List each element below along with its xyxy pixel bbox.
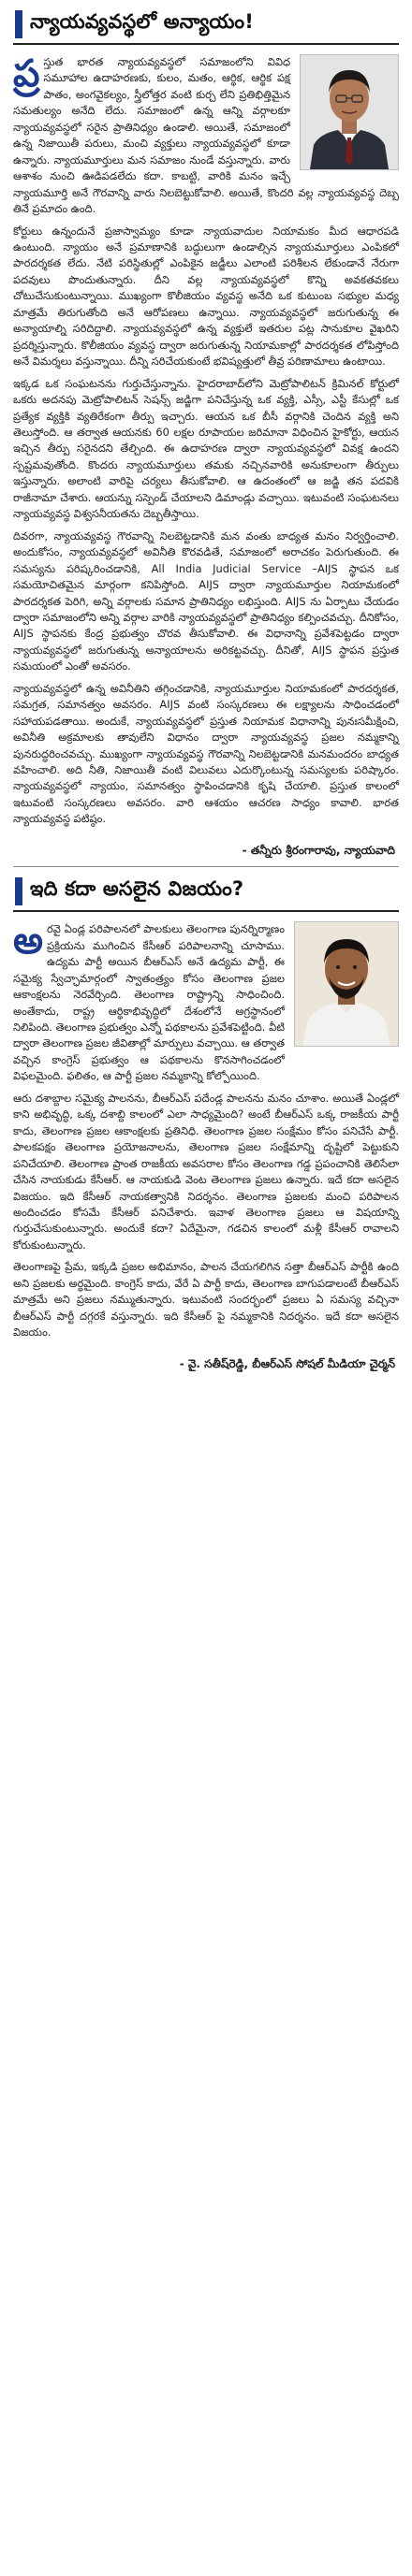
article-paragraph: ఆరు దశాబ్దాల సమైక్య పాలనను, బీఆర్ఎస్ పదేండ్ల పాలనను మనం చూశాం. అయితే ఏండ్లలో కాని అభివృద్ధి, ఒక్క దశాబ్ది కాలంలో ఎలా సాధ్యమైంది? అంటే బీఆర్ఎస్ ఒక్క రాజకీయ పార్టీ కాదు, తెలంగాణ ప్రజల ఆకాంక్షలకు ప్రతినిధి. తెలంగాణ ప్రజల సంక్షేమం కోసం పనిచేసే పార్టీ. పాలకపక్షం తెలంగాణ ప్రయోజనాలను, తెలంగాణ ప్రజల సంక్షేమాన్ని దృష్టిలో పెట్టుకుని పనిచేయాలి. తెలంగాణ ప్రాంత రాజకీయ అవసరాల కోసం తెలంగాణ గడ్డ ప్రపంచానికి తెలిసేలా చేసిన నాయకుడు కేసీఆర్. ఆ నాయకుడి వెంట తెలంగాణ ప్రజలు ఉన్నారు. ఇదే కదా అసలైన విజయం. ఇది కేసీఆర్ నాయకత్వానికి నిదర్శనం. తెలంగాణ ప్రజలకు మంచి పరిపాలన అందించడం కోసమే కేసీఆర్ పనిచేశారు. ఇవాళ తెలంగాణ ప్రజలు ఆ విషయాన్ని గుర్తుచేసుకుంటున్నారు. అందుకే కదా? ఏదేమైనా, గడచిన కాలంలో మళ్లీ కేసీఆర్ రావాలని కోరుకుంటున్నారు. [13, 1091, 399, 1252]
dropcap: అ [13, 919, 43, 963]
article-paragraph: రవై ఏండ్ల పరిపాలనలో పాలకులు తెలంగాణ పునర్నిర్మాణం ప్రక్రియను ముగించిన కేసీఆర్ పరిపాలనాన్ని చూసాము. ఉద్యమ పార్టీ అయిన బీఆర్ఎస్ అనే ఉద్యమ పార్టీ, ఈ సమైక్య స్వేచ్ఛామార్గంలో స్వాతంత్ర్యం కోసం తెలంగాణ ప్రజల ఆకాంక్షలను నెరవేర్చింది. తెలంగాణ రాష్ట్రాన్ని సాధించింది. అంతేకాదు, రాష్ట్ర ఆర్థికాభివృద్ధిలో దేశంలోనే అగ్రస్థానంలో నిలిపింది. తెలంగాణ ప్రభుత్వం ఎన్నో పథకాలను ప్రవేశపెట్టింది. వీటి ద్వారా తెలంగాణ ప్రజల జీవితాల్లో మార్పులు వచ్చాయి. ఆ తర్వాత వచ్చిన కాంగ్రెస్ ప్రభుత్వం ఆ పథకాలను కొనసాగించడంలో విఫలమైంది. ఫలితం, ఆ పార్టీ ప్రజల నమ్మకాన్ని కోల్పోయింది. [13, 922, 285, 1083]
title-marker [15, 10, 22, 38]
author-byline: - తన్నీరు శ్రీరంగారావు, న్యాయవాది [242, 843, 395, 857]
article-title: ఇది కదా అసలైన విజయం? [30, 877, 244, 901]
author-portrait-icon [295, 922, 398, 1046]
article-title: న్యాయవ్యవస్థలో అన్యాయం! [30, 10, 255, 33]
author-byline: - వై. సతీష్‌రెడ్డి, బీఆర్ఎస్ సోషల్ మీడియా చైర్మన్ [179, 1356, 395, 1370]
article-title-bar [13, 6, 399, 45]
author-photo [300, 54, 399, 170]
article-paragraph: న్యాయవ్యవస్థలో ఉన్న అవినీతిని తగ్గించడానికి, న్యాయమూర్తుల నియామకంలో పారదర్శకత, సమగ్రత, సమానత్వం అవసరం. AIJS వంటి సంస్కరణలు ఈ లక్ష్యాలను సాధించడంలో సహాయపడతాయి. అందుకే, న్యాయవ్యవస్థలో ప్రస్తుత నియామక విధానాన్ని పునఃసమీక్షించి, అవినీతి అక్రమాలకు తావులేని విధానం ద్వారా న్యాయవ్యవస్థ ప్రజల నమ్మకాన్ని పునరుద్ధరించవచ్చు. ముఖ్యంగా న్యాయవ్యవస్థ గౌరవాన్ని నిలబెట్టడానికి మనమందరం బాధ్యత వహించాలి. అది నీతి, నిజాయితీ వంటి విలువలు ఎదుర్కొంటున్న సమస్యలకు పరిష్కారం. న్యాయవ్యవస్థలో న్యాయం, సమానత్వం స్థాపించడానికి కృషి చేయాలి. ప్రస్తుత కాలంలో ఇటువంటి సంస్కరణలు అవసరం. వారి ఆశయం ఆచరణ సాధ్యం కావాలి. భారత న్యాయవ్యవస్థ పటిష్ఠం. [13, 681, 399, 826]
article-body [13, 51, 399, 859]
author-photo [294, 921, 399, 1047]
article-paragraph: తెలంగాణపై ప్రేమ, ఇక్కడి ప్రజల అభిమానం, పాలన చేయగలిగిన సత్తా బీఆర్ఎస్ పార్టీకి ఉంది అని ప్రజలకు అర్థమైంది. కాంగ్రెస్ కాదు, వేరే ఏ పార్టీ కాదు, తెలంగాణ బాగుపడాలంటే బీఆర్ఎస్ మాత్రమే అని ప్రజలు నమ్ముతున్నారు. ఇటువంటి సందర్భంలో ప్రజలు ఏ సమస్య వచ్చినా బీఆర్ఎస్ పార్టీ దగ్గరకే వస్తున్నారు. ఇది కేసీఆర్ పై నమ్మకానికి నిదర్శనం. ఇదే కదా అసలైన విజయం. [13, 1260, 399, 1339]
article-paragraph: కోర్టులు ఉన్నందునే ప్రజాస్వామ్యం కూడా న్యాయవాదుల నియామకం మీద ఆధారపడి ఉంటుంది. న్యాయం అనే ప్రమాణానికి బద్ధులుగా ఉండాల్సిన న్యాయమూర్తులు ఎంపికలో పారదర్శకత లేదు. నేటి పరిస్థితుల్లో ఎంపికైన జడ్జీలు ఎలాంటి పరిశీలన లేకుండానే నేరుగా పదవులు పొందుతున్నారు. దీని వల్ల న్యాయవ్యవస్థలో కొన్ని అవకతవకలు చోటుచేసుకుంటున్నాయి. ముఖ్యంగా కొలీజియం వ్యవస్థ అనేది ఒక కుటుంబ సభ్యుల మధ్య మాత్రమే తిరుగుతోంది అనే ఆరోపణలు ఉన్నాయి. న్యాయవ్యవస్థలో జరుగుతున్న ఈ అన్యాయాల్ని సరిదిద్దాలి. న్యాయవ్యవస్థలో ఉన్న వ్యక్తులే ఇతరుల పట్ల సానుకూల వైఖరిని ప్రదర్శిస్తున్నారు. కొలీజియం వ్యవస్థ ద్వారా జరుగుతున్న నియామకాల్లో పారదర్శకత లోపిస్తోంది అనే విమర్శలు వస్తున్నాయి. దీన్ని సరిచేయకుంటే భవిష్యత్తులో తీవ్ర పరిణామాలు ఉంటాయి. [13, 224, 399, 369]
article-title-bar [13, 873, 399, 912]
article-separator [13, 866, 399, 867]
title-marker [15, 877, 22, 905]
article-victory [13, 873, 399, 1372]
article-paragraph: ఇక్కడ ఒక సంఘటనను గుర్తుచేస్తున్నాను. హైదరాబాద్‌లోని మెట్రోపాలిటన్ క్రిమినల్ కోర్టులో ఒకరు అదనపు మెట్రోపాలిటన్ సెషన్స్ జడ్జిగా పనిచేస్తున్న ఒక వ్యక్తి, ఎస్సీ, ఎస్టీ కేసుల్లో ఒక ప్రత్యేక వ్యక్తికి వ్యతిరేకంగా తీర్పు ఇచ్చారు. ఆయన ఒక బీసీ వర్గానికి చెందిన వ్యక్తి అని తెలుస్తోంది. ఆ తర్వాత ఆయనకు 60 లక్షల రూపాయల జరిమానా విధించిన హైకోర్టు, ఆయన ఇచ్చిన తీర్పు సరైనదని తేల్చింది. ఈ ఉదాహరణ ద్వారా న్యాయవ్యవస్థలో వివక్ష ఉందని స్పష్టమవుతోంది. కొందరు న్యాయమూర్తులు తమకు నచ్చినవారికి అనుకూలంగా తీర్పులు ఇస్తున్నారు. అలాంటి వారిపై చర్యలు తీసుకోవాలి. ఆ ఉదంతంలో ఆ జడ్జి తన పదవికి రాజీనామా చేశారు. ఆయన్ను సస్పెండ్ చేయాలని డిమాండ్లు వచ్చాయి. ఇటువంటి సంఘటనలు న్యాయవ్యవస్థ విశ్వసనీయతను దెబ్బతీస్తాయి. [13, 376, 399, 521]
author-portrait-icon [301, 55, 398, 169]
editorial-page [0, 6, 412, 2576]
article-body [13, 921, 399, 1372]
article-judiciary [13, 6, 399, 867]
article-paragraph: స్తుత భారత న్యాయవ్యవస్థలో సమాజంలోని వివిధ సమూహాల ఉదాహరణకు, కులం, మతం, ఆర్థిక, ఆర్థిక పక్ష పాతం, అంగవైకల్యం, స్త్రీలోత్తర వంటి కుర్చ లేని ప్రతిభిత్తిమైన సమతుల్యం అనేది లేదు. సమాజంలో ఉన్న ఆన్ని వర్గాలకూ న్యాయవ్యవస్థలో సరైన ప్రాతినిధ్యం ఉండాలి. అయితే, సమాజంలో ఉన్న నిజాయితీ పరులు, మంచి వ్యక్తులు న్యాయవ్యవస్థలో కూడా ఉన్నారు. న్యాయమూర్తులు మన సమాజం నుండే వస్తున్నారు. వారు ఆశాశం నుంచి ఊడిపడలేదు కదా. కాబట్టి, వారికి మనం ఇచ్చే న్యాయమూర్తి అనే గౌరవాన్ని వారు నిలబెట్టుకోవాలి. అయితే, కొందరి వల్ల న్యాయవ్యవస్థ దెబ్బ తినే ప్రమాదం ఉంది. [13, 55, 399, 216]
dropcap: ప్ర [13, 51, 40, 95]
article-paragraph: దివరగా, న్యాయవ్యవస్థ గౌరవాన్ని నిలబెట్టడానికి మన వంతు బాధ్యత మనం నిర్వర్తించాలి. అందుకోసం, న్యాయవ్యవస్థలో అవినీతి కొరవడితే, సమాజంలో అరాచకం పెరుగుతుంది. ఈ సమస్యను పరిష్కరించడానికి, All India Judicial Service –AIJS స్థాపన ఒక సమయోచితమైన మార్గంగా కనిపిస్తోంది. AIJS ద్వారా న్యాయమూర్తుల నియామకంలో పారదర్శకత పెరిగి, అన్ని వర్గాలకు సమాన ప్రాతినిధ్యం లభిస్తుంది. AIJS ను ఏర్పాటు చేయడం ద్వారా సమాజంలోని అన్ని వర్గాల వారికి న్యాయవ్యవస్థలో ప్రాతినిధ్యం కల్పించవచ్చు. దీనికోసం, AIJS స్థాపనకు కేంద్ర ప్రభుత్వం చొరవ తీసుకోవాలి. ఈ విధానాన్ని ప్రవేశపెట్టడం ద్వారా న్యాయవ్యవస్థలో జరుగుతున్న అన్యాయాలను అరికట్టవచ్చు. దీనితో, AIJS స్థాపన ప్రస్తుత సమయంలో ఎంతో అవసరం. [13, 528, 399, 673]
